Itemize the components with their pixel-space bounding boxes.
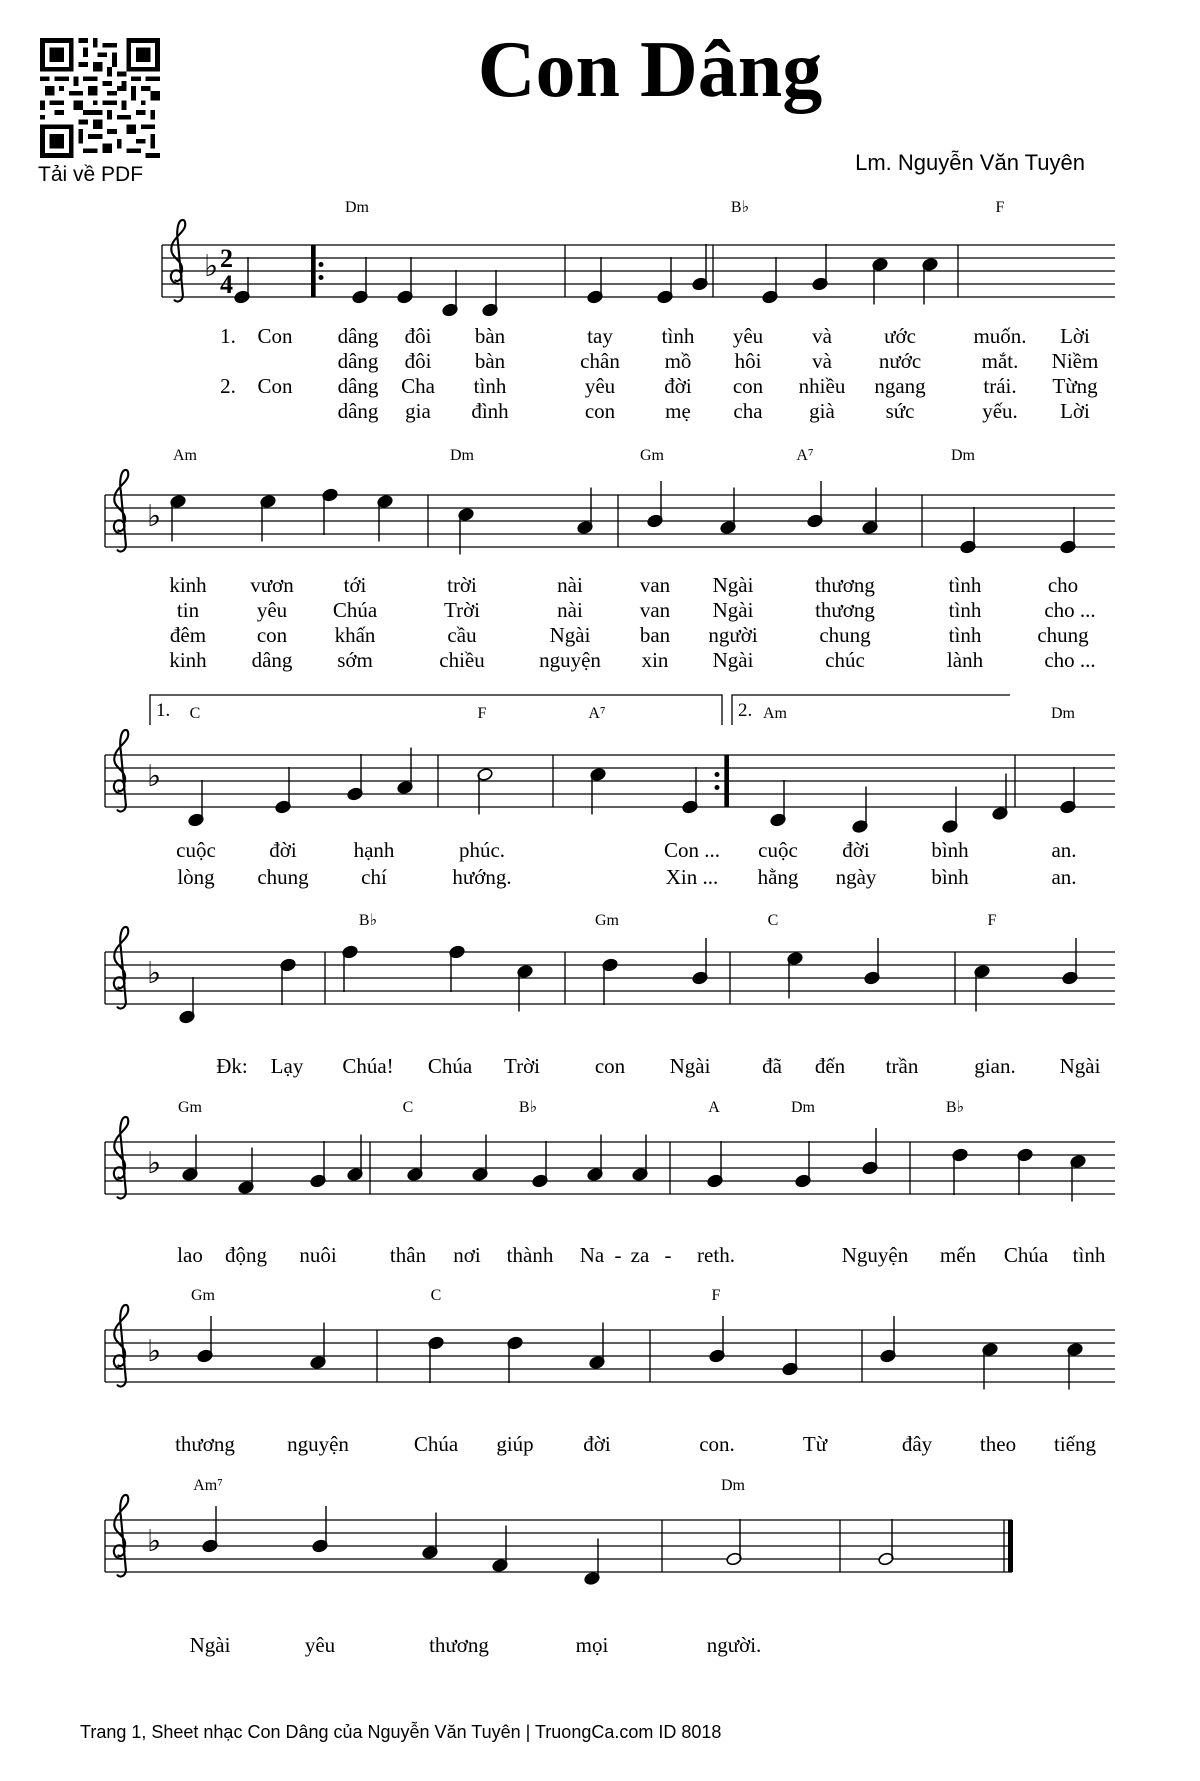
- song-title: Con Dâng: [477, 26, 823, 114]
- lyric-syllable: đôi: [404, 324, 432, 348]
- lyric-syllable: tiếng: [1054, 1432, 1096, 1456]
- lyric-syllable: lao: [177, 1243, 203, 1267]
- lyric-syllable: trần: [885, 1054, 919, 1078]
- composer-name: Lm. Nguyễn Văn Tuyên: [855, 150, 1085, 175]
- chord-symbol: B♭: [945, 1099, 965, 1116]
- treble-clef-icon: [114, 927, 128, 1009]
- lyric-syllable: thành: [506, 1243, 554, 1267]
- treble-clef-icon: [114, 470, 128, 552]
- note-group: [179, 938, 1079, 1024]
- lyric-syllable: Ngài: [712, 598, 754, 622]
- lyric-syllable: Ngài: [1059, 1054, 1101, 1078]
- lyric-syllable: và: [812, 324, 832, 348]
- chord-symbol: F: [711, 1287, 721, 1304]
- lyric-syllable: thân: [389, 1243, 427, 1267]
- lyric-syllable: sớm: [337, 648, 373, 672]
- lyric-syllable: cầu: [447, 623, 477, 647]
- staff-system: [105, 1495, 1013, 1577]
- lyric-syllable: Ngài: [712, 573, 754, 597]
- lyric-syllable: ước: [884, 324, 916, 348]
- chord-symbol: C: [430, 1287, 442, 1304]
- lyric-syllable: Chúa: [413, 1432, 459, 1456]
- lyric-syllable: an.: [1051, 865, 1077, 889]
- lyric-syllable: chúc: [825, 648, 865, 672]
- chord-symbol: A⁷: [588, 705, 606, 722]
- chord-symbol: Am: [173, 447, 197, 464]
- lyric-syllable: tình: [1072, 1243, 1106, 1267]
- repeat-start-barline: [311, 245, 315, 297]
- chord-symbol: Am⁷: [193, 1477, 223, 1494]
- lyric-syllable: cho: [1047, 573, 1079, 597]
- chord-symbol: C: [767, 912, 779, 929]
- staff-system: [105, 470, 1115, 552]
- lyric-syllable: cuộc: [758, 838, 798, 862]
- lyric-syllable: chí: [361, 865, 387, 889]
- lyric-syllable: tình: [473, 374, 507, 398]
- lyric-syllable: già: [809, 399, 835, 423]
- lyric-syllable: Con: [257, 324, 293, 348]
- lyric-syllable: thương: [815, 598, 875, 622]
- lyric-syllable: Ngài: [712, 648, 754, 672]
- lyric-syllable: dâng: [337, 374, 379, 398]
- note-group: [234, 244, 939, 317]
- lyric-syllable: tình: [948, 623, 982, 647]
- lyric-syllable: Trời: [443, 598, 481, 622]
- lyric-syllable: trái.: [983, 374, 1017, 398]
- repeat-end-barline: [725, 755, 729, 807]
- final-barline: [1008, 1520, 1013, 1572]
- treble-clef-icon: [114, 1495, 128, 1577]
- lyric-syllable: khấn: [334, 623, 376, 647]
- lyric-syllable: dâng: [251, 648, 293, 672]
- lyric-syllable: Lời: [1060, 324, 1090, 348]
- chord-symbol: B♭: [358, 912, 378, 929]
- lyric-syllable: dâng: [337, 324, 379, 348]
- lyric-syllable: ngày: [835, 865, 877, 889]
- lyric-syllable: tình: [948, 573, 982, 597]
- lyric-syllable: hướng.: [452, 865, 512, 889]
- lyric-syllable: Ngài: [549, 623, 591, 647]
- lyric-syllable: mẹ: [665, 399, 691, 423]
- lyric-syllable: Từ: [802, 1432, 828, 1456]
- lyric-syllable: ban: [639, 623, 671, 647]
- lyric-syllable: đôi: [404, 349, 432, 373]
- lyric-syllable: người.: [706, 1633, 762, 1657]
- chord-symbol: F: [987, 912, 997, 929]
- treble-clef-icon: [171, 220, 185, 302]
- lyric-syllable: nài: [557, 598, 583, 622]
- lyric-syllable: reth.: [697, 1243, 735, 1267]
- lyric-syllable: và: [812, 349, 832, 373]
- lyric-syllable: Na: [579, 1243, 605, 1267]
- lyric-syllable: đây: [901, 1432, 933, 1456]
- note-group: [197, 1316, 1084, 1390]
- lyric-syllable: nước: [878, 349, 922, 373]
- lyric-syllable: lòng: [177, 865, 215, 889]
- lyric-syllable: mọi: [575, 1633, 609, 1657]
- key-signature-flat-icon: ♭: [147, 760, 162, 793]
- lyric-syllable: van: [639, 598, 671, 622]
- lyric-syllable: -: [614, 1243, 622, 1267]
- lyric-syllable: bình: [931, 865, 969, 889]
- lyric-syllable: động: [225, 1243, 267, 1267]
- key-signature-flat-icon: ♭: [147, 957, 162, 990]
- lyric-syllable: đêm: [169, 623, 207, 647]
- lyric-syllable: nài: [557, 573, 583, 597]
- chord-symbol: C: [402, 1099, 414, 1116]
- lyric-syllable: nhiều: [798, 374, 846, 398]
- lyric-syllable: Lạy: [270, 1054, 304, 1078]
- lyric-syllable: con: [732, 374, 764, 398]
- lyric-syllable: cho ...: [1044, 648, 1096, 672]
- treble-clef-icon: [114, 1305, 128, 1387]
- lyric-syllable: 1.: [220, 324, 236, 348]
- lyric-syllable: dâng: [337, 349, 379, 373]
- lyric-syllable: Lời: [1060, 399, 1090, 423]
- lyric-syllable: hằng: [757, 865, 799, 889]
- staff-system: [105, 730, 1115, 812]
- lyric-syllable: chung: [1037, 623, 1089, 647]
- lyric-syllable: cho ...: [1044, 598, 1096, 622]
- chord-symbol: Dm: [450, 447, 474, 464]
- lyric-syllable: vươn: [250, 573, 294, 597]
- lyric-syllable: Cha: [401, 374, 435, 398]
- chord-symbol: C: [189, 705, 201, 722]
- lyric-syllable: con: [594, 1054, 626, 1078]
- lyric-syllable: Niềm: [1051, 349, 1099, 373]
- chord-symbol: Gm: [640, 447, 664, 464]
- lyric-syllable: bình: [931, 838, 969, 862]
- chord-symbol: Gm: [178, 1099, 202, 1116]
- lyric-syllable: nguyện: [539, 648, 601, 672]
- lyric-syllable: con.: [699, 1432, 735, 1456]
- lyric-syllable: Ngài: [189, 1633, 231, 1657]
- volta-second-label: 2.: [738, 700, 753, 721]
- chord-symbol: F: [995, 199, 1005, 216]
- lyric-syllable: tay: [587, 324, 613, 348]
- lyric-syllable: nuôi: [299, 1243, 337, 1267]
- lyric-syllable: Con ...: [663, 838, 721, 862]
- volta-first: [150, 695, 722, 725]
- lyric-syllable: đời: [842, 838, 870, 862]
- lyric-syllable: nơi: [453, 1243, 481, 1267]
- lyric-syllable: chân: [580, 349, 620, 373]
- lyric-syllable: van: [639, 573, 671, 597]
- lyric-syllable: xin: [641, 648, 669, 672]
- treble-clef-icon: [114, 1117, 128, 1199]
- lyric-syllable: kinh: [169, 573, 207, 597]
- lyric-syllable: mến: [939, 1243, 977, 1267]
- treble-clef-icon: [114, 730, 128, 812]
- lyric-syllable: tới: [343, 573, 367, 597]
- chord-symbol: Dm: [791, 1099, 815, 1116]
- lyric-syllable: mắt.: [981, 349, 1019, 373]
- key-signature-flat-icon: ♭: [147, 1335, 162, 1368]
- lyric-syllable: chiều: [439, 648, 485, 672]
- lyric-syllable: phúc.: [458, 838, 506, 862]
- lyric-syllable: gian.: [974, 1054, 1016, 1078]
- lyric-syllable: dâng: [337, 399, 379, 423]
- lyric-syllable: Từng: [1052, 374, 1098, 398]
- lyric-syllable: tin: [176, 598, 200, 622]
- lyric-syllable: Ngài: [669, 1054, 711, 1078]
- lyric-syllable: đời: [269, 838, 297, 862]
- chord-symbol: Dm: [951, 447, 975, 464]
- lyric-syllable: yêu: [304, 1633, 336, 1657]
- lyric-syllable: Con: [257, 374, 293, 398]
- chord-symbol: A⁷: [796, 447, 814, 464]
- lyric-syllable: bàn: [474, 349, 506, 373]
- lyric-syllable: sức: [885, 399, 915, 423]
- lyric-syllable: con: [256, 623, 288, 647]
- lyric-syllable: đời: [664, 374, 692, 398]
- chord-symbol: B♭: [730, 199, 750, 216]
- staff-system: [162, 220, 1115, 302]
- note-group: [182, 1128, 1087, 1202]
- download-pdf-label[interactable]: Tải về PDF: [38, 163, 144, 186]
- lyric-syllable: an.: [1051, 838, 1077, 862]
- lyric-syllable: ngang: [874, 374, 926, 398]
- note-group: [170, 481, 1077, 555]
- note-group: [188, 748, 1077, 834]
- lyric-syllable: yêu: [256, 598, 288, 622]
- lyric-syllable: gia: [405, 399, 431, 423]
- volta-first-label: 1.: [156, 700, 171, 721]
- lyric-syllable: thương: [815, 573, 875, 597]
- lyric-syllable: bàn: [474, 324, 506, 348]
- chord-symbol: A: [708, 1099, 720, 1116]
- lyric-syllable: người: [708, 623, 758, 647]
- chord-symbol: Gm: [191, 1287, 215, 1304]
- key-signature-flat-icon: ♭: [204, 250, 219, 283]
- lyric-syllable: yêu: [732, 324, 764, 348]
- time-signature-bottom: 4: [220, 270, 233, 299]
- lyric-syllable: hôi: [734, 349, 762, 373]
- lyric-syllable: theo: [979, 1432, 1017, 1456]
- chord-symbol: Dm: [1051, 705, 1075, 722]
- chord-symbol: F: [477, 705, 487, 722]
- key-signature-flat-icon: ♭: [147, 1525, 162, 1558]
- chord-symbol: B♭: [518, 1099, 538, 1116]
- staff-system: [105, 1305, 1115, 1387]
- lyric-syllable: Chúa!: [342, 1054, 394, 1078]
- lyric-syllable: đình: [471, 399, 509, 423]
- lyric-syllable: Chúa: [427, 1054, 473, 1078]
- lyric-syllable: cha: [733, 399, 763, 423]
- lyric-syllable: Trời: [503, 1054, 541, 1078]
- lyric-syllable: tình: [948, 598, 982, 622]
- lyric-syllable: hạnh: [353, 838, 395, 862]
- lyric-syllable: chung: [819, 623, 871, 647]
- key-signature-flat-icon: ♭: [147, 1147, 162, 1180]
- lyric-syllable: Chúa: [332, 598, 378, 622]
- lyric-syllable: za: [630, 1243, 650, 1267]
- lyric-syllable: Đk:: [216, 1054, 248, 1078]
- lyric-syllable: lành: [946, 648, 984, 672]
- lyric-syllable: con: [584, 399, 616, 423]
- lyric-syllable: chung: [257, 865, 309, 889]
- lyric-syllable: kinh: [169, 648, 207, 672]
- time-signature-top: 2: [220, 244, 233, 273]
- lyric-syllable: đã: [762, 1054, 782, 1078]
- lyric-syllable: -: [664, 1243, 672, 1267]
- lyric-syllable: thương: [429, 1633, 489, 1657]
- key-signature-flat-icon: ♭: [147, 500, 162, 533]
- lyric-syllable: đến: [814, 1054, 846, 1078]
- chord-symbol: Dm: [721, 1477, 745, 1494]
- lyric-syllable: muốn.: [973, 324, 1027, 348]
- lyric-syllable: giúp: [496, 1432, 534, 1456]
- lyric-syllable: thương: [175, 1432, 235, 1456]
- lyric-syllable: Xin ...: [665, 865, 719, 889]
- volta-brackets: [150, 695, 1010, 725]
- lyric-syllable: trời: [447, 573, 477, 597]
- lyric-syllable: yếu.: [982, 399, 1018, 423]
- lyric-syllable: nguyện: [287, 1432, 349, 1456]
- lyric-syllable: tình: [661, 324, 695, 348]
- chord-symbol: Gm: [595, 912, 619, 929]
- page-footer: Trang 1, Sheet nhạc Con Dâng của Nguyễn Văn Tuyên | TruongCa.com ID 8018: [80, 1722, 722, 1742]
- chord-symbol: Dm: [345, 199, 369, 216]
- lyric-syllable: Chúa: [1003, 1243, 1049, 1267]
- lyric-syllable: Nguyện: [841, 1243, 909, 1267]
- lyric-syllable: đời: [583, 1432, 611, 1456]
- lyric-syllable: mồ: [664, 349, 692, 373]
- lyric-syllable: 2.: [220, 374, 236, 398]
- lyric-syllable: yêu: [584, 374, 616, 398]
- chord-symbol: Am: [763, 705, 787, 722]
- lyric-syllable: cuộc: [176, 838, 216, 862]
